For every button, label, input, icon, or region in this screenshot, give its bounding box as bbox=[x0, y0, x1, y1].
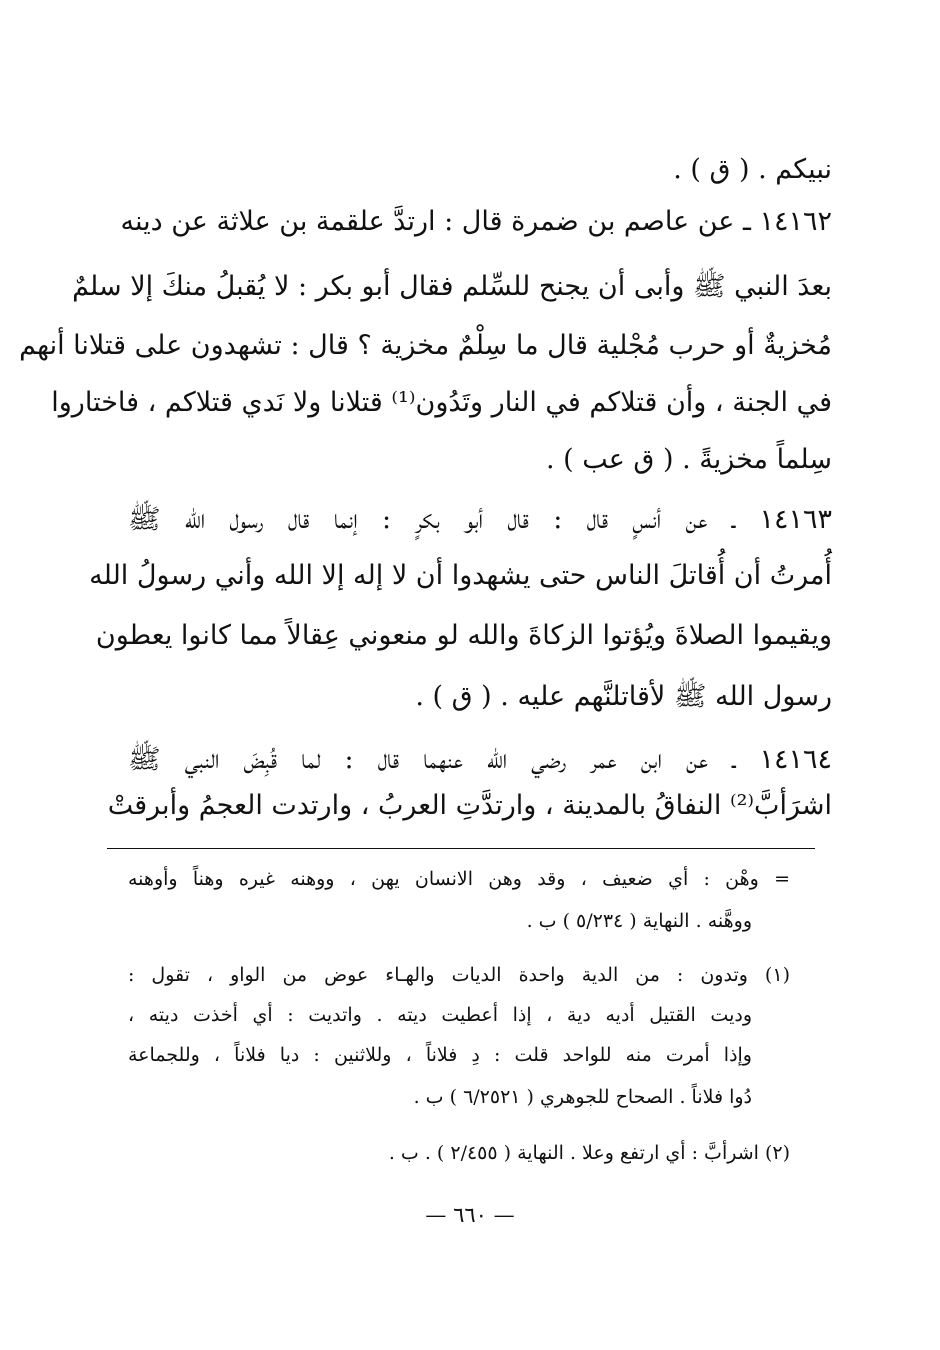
hadith-14162-line-3: مُخزيةٌ أو حرب مُجْلية قال ما سِلْمٌ مخزية ؟ قال : تشهدون على قتلانا أنهم bbox=[19, 330, 832, 361]
hadith-14162-line-2: بعدَ النبي ﷺ وأبى أن يجنح للسِّلم فقال أبو بكر : لا يُقبلُ منكَ إلا سلمٌ bbox=[72, 271, 832, 302]
hadith-14162-line-1: ١٤١٦٢ ـ عن عاصم بن ضمرة قال : ارتدَّ علقمة بن علاثة عن دينه bbox=[120, 206, 832, 237]
footnote-1-line-1: (١) وتدون : من الدية واحدة الديات والهـاء عوض من الواو ، تقول : bbox=[128, 964, 790, 986]
footnote-1-line-2: وديت القتيل أديه دية ، إذا أعطيت ديته . واتديت : أي أخذت ديته ، bbox=[128, 1004, 752, 1026]
hadith-14164-line-2: اشرَأبَّ⁽²⁾ النفاقُ بالمدينة ، وارتدَّتِ العربُ ، وارتدت العجمُ وأبرقتْ bbox=[107, 790, 832, 821]
hadith-14162-line-4: في الجنة ، وأن قتلاكم في النار وتَدُون⁽¹⁾ قتلانا ولا نَدي قتلاكم ، فاختاروا bbox=[51, 387, 832, 418]
hadith-14163-line-4: رسول الله ﷺ لأقاتلنَّهم عليه . ( ق ) . bbox=[415, 681, 832, 712]
footnote-continuation-line-1: = وهْن : أي ضعيف ، وقد وهن الانسان يهن ، ووهنه غيره وهناً وأوهنه bbox=[128, 868, 790, 890]
hadith-14163-line-3: ويقيموا الصلاةَ ويُؤتوا الزكاةَ والله لو منعوني عِقالاً مما كانوا يعطون bbox=[95, 620, 832, 651]
body-line-1: نبيكم . ( ق ) . bbox=[673, 154, 832, 185]
page-number: — ٦٦٠ — bbox=[425, 1203, 515, 1227]
footnote-1-line-3: وإذا أمرت منه للواحد قلت : دِ فلاناً ، وللاثنين : ديا فلاناً ، وللجماعة bbox=[128, 1044, 752, 1066]
footnote-2-line-1: (٢) اشرأبَّ : أي ارتفع وعلا . النهاية ( ٢/٤٥٥ ) . ب . bbox=[388, 1142, 790, 1164]
hadith-14163-line-1: ١٤١٦٣ ـ عن أنسٍ قال : قال أبو بكرٍ : إنما قال رسول الله ﷺ bbox=[128, 504, 832, 535]
hadith-14164-line-1: ١٤١٦٤ ـ عن ابن عمر رضي الله عنهما قال : لما قُبِضَ النبي ﷺ bbox=[128, 744, 832, 775]
footnote-1-line-4: دُوا فلاناً . الصحاح للجوهري ( ٦/٢٥٢١ ) ب . bbox=[413, 1086, 752, 1108]
hadith-14163-line-2: أُمرتُ أن أُقاتلَ الناس حتى يشهدوا أن لا إله إلا الله وأني رسولُ الله bbox=[89, 560, 832, 591]
hadith-14162-line-5: سِلماً مخزيةً . ( ق عب ) . bbox=[545, 444, 832, 475]
footnote-separator bbox=[107, 848, 815, 849]
footnote-continuation-line-2: ووهَّنه . النهاية ( ٥/٢٣٤ ) ب . bbox=[526, 910, 752, 932]
